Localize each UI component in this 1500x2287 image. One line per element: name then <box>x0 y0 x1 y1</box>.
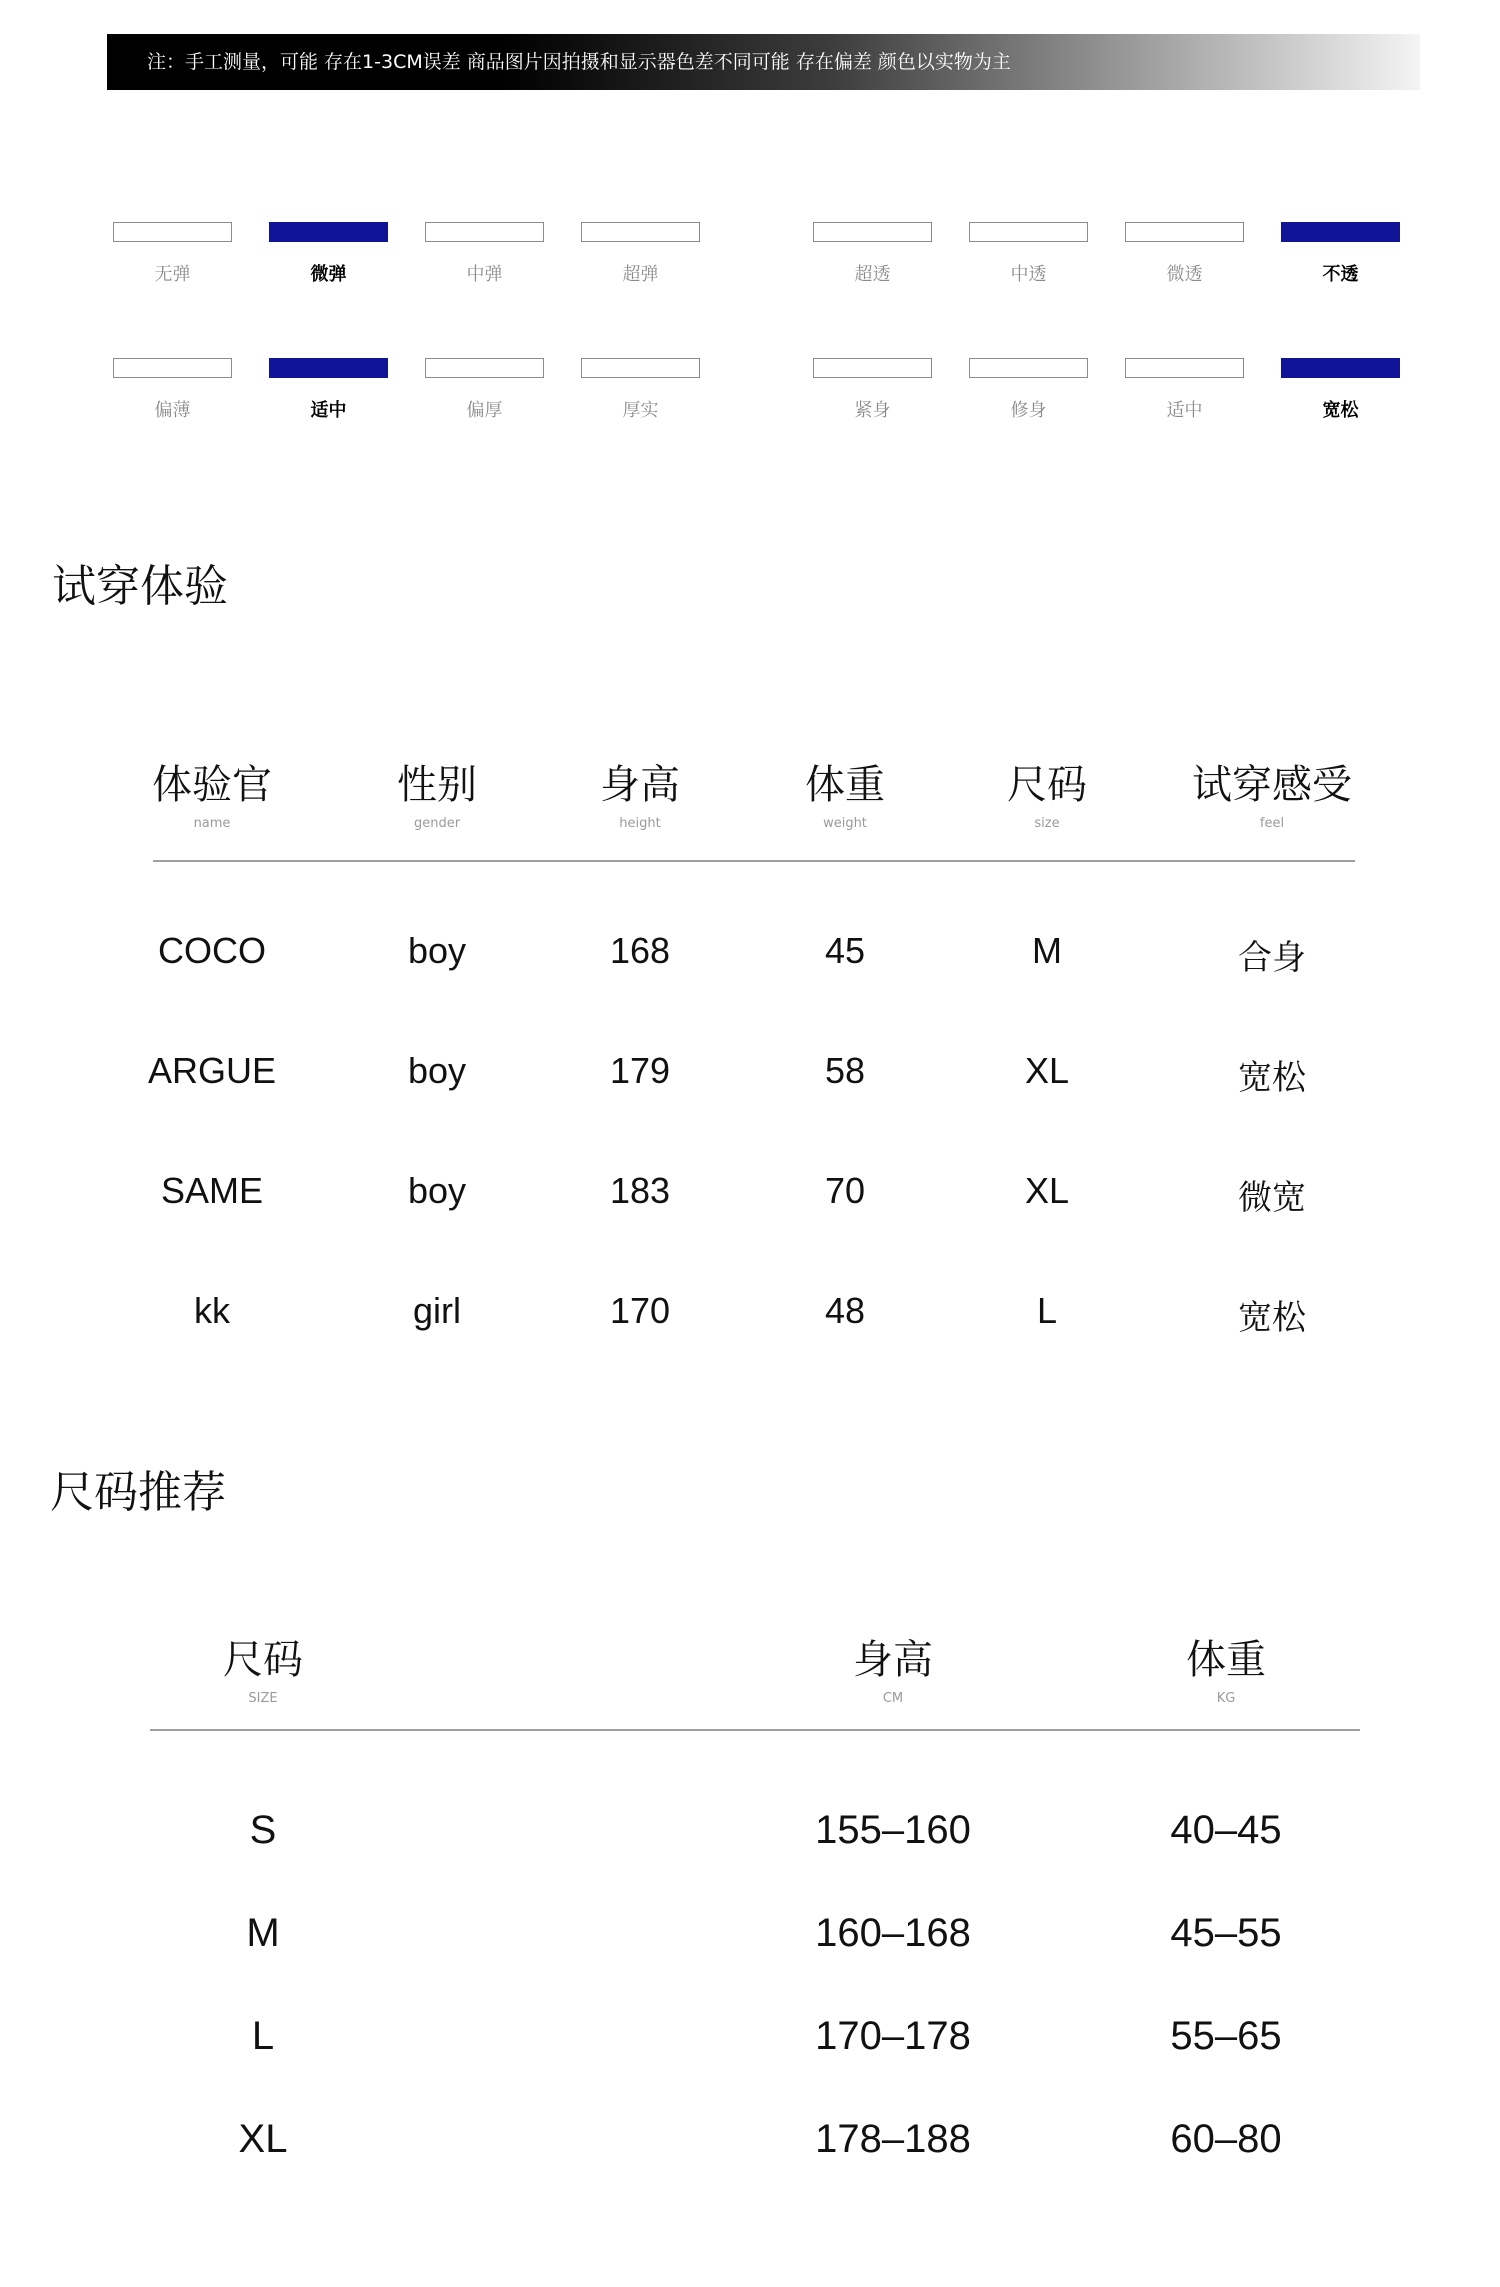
scale-bar-selected <box>1281 222 1400 242</box>
header-label: 体验官 <box>152 762 272 808</box>
scale-label: 偏薄 <box>154 400 191 421</box>
scale-bar <box>581 358 700 378</box>
table-cell: 183 <box>609 1170 671 1211</box>
scale-label: 中弹 <box>466 264 503 285</box>
header-label: 尺码 <box>223 1637 303 1683</box>
scale-bar <box>813 358 932 378</box>
size-column-header <box>173 1628 353 1706</box>
tryon-column-header <box>122 753 302 831</box>
scale-bar <box>113 358 232 378</box>
scale-label: 中透 <box>1010 264 1047 285</box>
table-cell: 70 <box>824 1170 866 1211</box>
table-cell: 48 <box>824 1290 866 1331</box>
header-sublabel: height <box>619 816 661 831</box>
scale-option <box>1281 358 1401 422</box>
scale-bar <box>425 358 544 378</box>
size-column-header <box>803 1628 983 1706</box>
header-label: 体重 <box>1186 1637 1266 1683</box>
header-label: 试穿感受 <box>1192 762 1352 808</box>
scale-option <box>581 358 701 422</box>
table-cell: 58 <box>824 1050 866 1091</box>
tryon-column-header <box>550 753 730 831</box>
header-sublabel: name <box>193 816 231 831</box>
table-cell: SAME <box>160 1170 264 1211</box>
scale-label: 厚实 <box>622 400 659 421</box>
table-cell: 168 <box>609 930 671 971</box>
table-cell: S <box>249 1808 277 1852</box>
header-divider <box>153 860 1355 862</box>
header-divider <box>150 1729 1360 1731</box>
table-cell: XL <box>238 2117 288 2161</box>
table-cell: 合身 <box>1238 938 1306 978</box>
scale-bar <box>969 222 1088 242</box>
scale-bar <box>1125 358 1244 378</box>
tryon-column-header <box>1182 753 1362 831</box>
scale-option <box>1125 222 1245 286</box>
scale-label: 宽松 <box>1322 400 1359 421</box>
scale-label: 适中 <box>310 400 347 421</box>
scale-option <box>581 222 701 286</box>
header-label: 性别 <box>397 762 477 808</box>
table-cell: 178–188 <box>815 2117 971 2161</box>
scale-bar-selected <box>269 222 388 242</box>
table-cell: 45 <box>824 930 866 971</box>
tryon-column-header <box>347 753 527 831</box>
scale-option <box>1125 358 1245 422</box>
scale-bar-selected <box>1281 358 1400 378</box>
scale-label: 超透 <box>854 264 891 285</box>
table-cell: 宽松 <box>1238 1058 1306 1098</box>
size-column-header <box>1136 1628 1316 1706</box>
table-cell: boy <box>407 930 467 971</box>
table-cell: 宽松 <box>1238 1298 1306 1338</box>
table-cell: XL <box>1024 1050 1070 1091</box>
scale-option <box>425 358 545 422</box>
table-cell: boy <box>407 1050 467 1091</box>
tryon-section-title: 试穿体验 <box>52 561 228 612</box>
scale-option <box>969 222 1089 286</box>
table-cell: L <box>1036 1290 1058 1331</box>
table-cell: 45–55 <box>1170 1911 1282 1955</box>
header-sublabel: CM <box>882 1691 904 1706</box>
scale-label: 无弹 <box>154 264 191 285</box>
table-cell: M <box>246 1911 280 1955</box>
scale-bar <box>581 222 700 242</box>
tryon-column-header <box>957 753 1137 831</box>
notice-banner: 注：手工测量，可能 存在1-3CM误差 商品图片因拍摄和显示器色差不同可能 存在偏差 颜色以实物为主 <box>107 34 1420 90</box>
table-cell: ARGUE <box>147 1050 277 1091</box>
table-cell: kk <box>194 1290 230 1331</box>
table-cell: 40–45 <box>1170 1808 1282 1852</box>
table-cell: L <box>251 2014 275 2058</box>
scale-label: 不透 <box>1322 264 1359 285</box>
table-cell: 55–65 <box>1170 2014 1282 2058</box>
header-sublabel: SIZE <box>248 1691 278 1706</box>
tryon-column-header <box>755 753 935 831</box>
size-rec-section-title: 尺码推荐 <box>50 1467 226 1518</box>
scale-option <box>1281 222 1401 286</box>
header-sublabel: KG <box>1216 1691 1236 1706</box>
table-cell: M <box>1032 930 1062 971</box>
header-sublabel: gender <box>413 816 461 831</box>
table-cell: girl <box>412 1290 462 1331</box>
header-label: 身高 <box>600 762 680 808</box>
scale-option <box>269 222 389 286</box>
scale-bar <box>113 222 232 242</box>
table-cell: 170–178 <box>815 2014 971 2058</box>
scale-bar-selected <box>269 358 388 378</box>
scale-option <box>813 222 933 286</box>
header-sublabel: feel <box>1259 816 1285 831</box>
scale-label: 微透 <box>1166 264 1203 285</box>
table-cell: 微宽 <box>1238 1178 1306 1218</box>
scale-option <box>813 358 933 422</box>
table-cell: 60–80 <box>1170 2117 1282 2161</box>
scale-label: 微弹 <box>310 264 347 285</box>
scale-bar <box>813 222 932 242</box>
scale-bar <box>969 358 1088 378</box>
scale-option <box>113 222 233 286</box>
scale-bar <box>1125 222 1244 242</box>
scale-option <box>113 358 233 422</box>
header-sublabel: size <box>1034 816 1060 831</box>
scale-option <box>269 358 389 422</box>
scale-option <box>969 358 1089 422</box>
table-cell: 179 <box>609 1050 671 1091</box>
table-cell: 160–168 <box>815 1911 971 1955</box>
scale-option <box>425 222 545 286</box>
table-cell: XL <box>1024 1170 1070 1211</box>
scale-label: 超弹 <box>622 264 659 285</box>
header-label: 体重 <box>805 762 885 808</box>
table-cell: 170 <box>609 1290 671 1331</box>
header-sublabel: weight <box>823 816 867 831</box>
scale-label: 偏厚 <box>466 400 503 421</box>
scale-label: 适中 <box>1166 400 1203 421</box>
scale-bar <box>425 222 544 242</box>
header-label: 身高 <box>853 1637 933 1683</box>
table-cell: 155–160 <box>815 1808 971 1852</box>
table-cell: boy <box>407 1170 467 1211</box>
scale-label: 紧身 <box>854 400 891 421</box>
scale-label: 修身 <box>1010 400 1047 421</box>
header-label: 尺码 <box>1007 762 1087 808</box>
table-cell: COCO <box>158 930 266 971</box>
